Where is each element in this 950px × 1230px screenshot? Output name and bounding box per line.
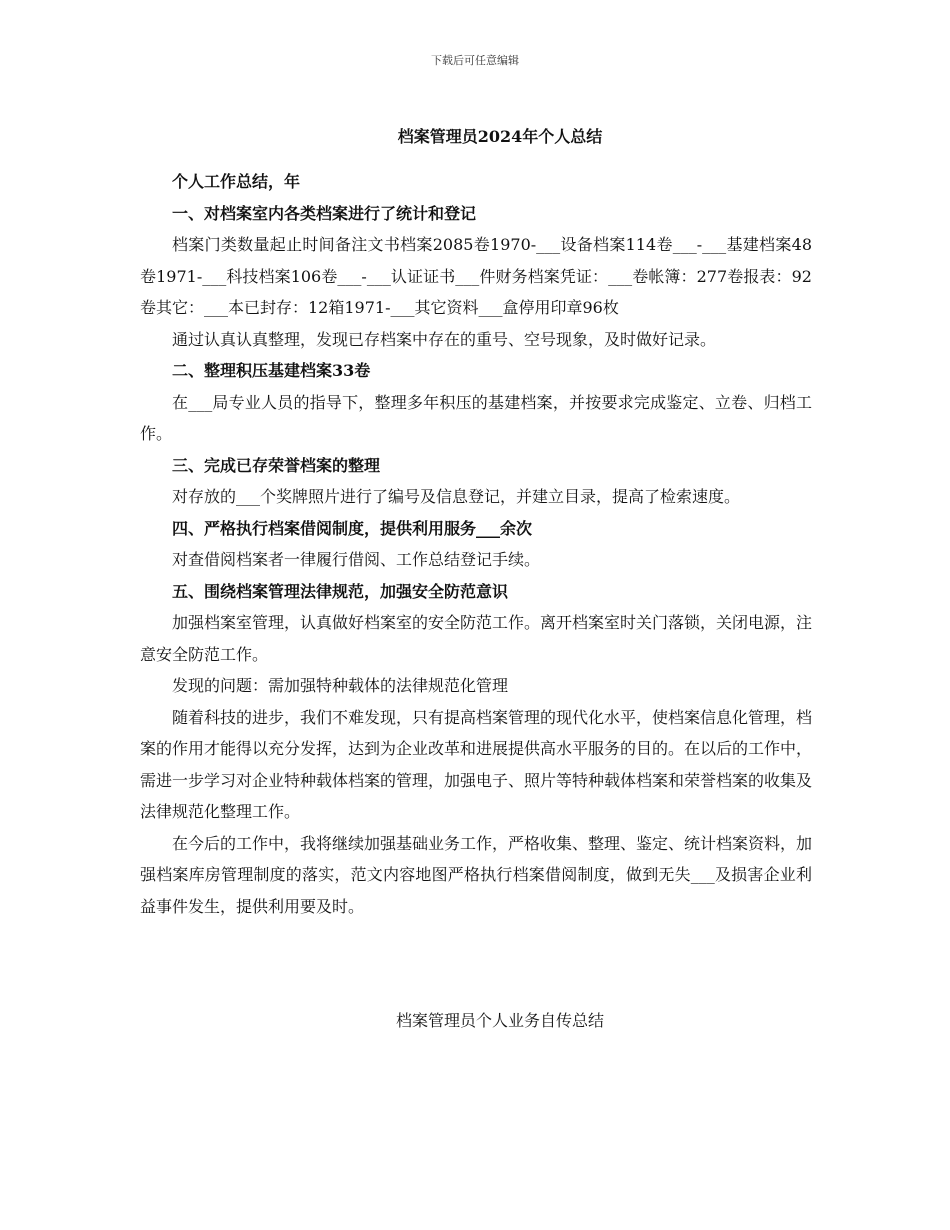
section-heading: 五、围绕档案管理法律规范，加强安全防范意识 bbox=[172, 581, 509, 601]
body-paragraph: 档案门类数量起止时间备注文书档案2085卷1970-___设备档案114卷___-___基建档案48卷1971-___科技档案106卷___-___认证证书___件财务档案凭证：___卷帐簿：277卷报表：92卷其它：___本已封存：12箱1971-___其它资料___盒停用印章96枚 bbox=[140, 235, 812, 317]
section-heading: 一、对档案室内各类档案进行了统计和登记 bbox=[172, 203, 477, 223]
document-body bbox=[140, 166, 812, 922]
section-heading: 三、完成已存荣誉档案的整理 bbox=[172, 455, 381, 475]
document-subtitle: 个人工作总结，年 bbox=[172, 172, 301, 191]
closing-title: 档案管理员个人业务自传总结 bbox=[395, 1011, 604, 1030]
body-paragraph: 随着科技的进步，我们不难发现，只有提高档案管理的现代化水平，使档案信息化管理，档案的作用才能得以充分发挥，达到为企业改革和进展提供高水平服务的目的。在以后的工作中，需进一步学习对企业特种载体档案的管理，加强电子、照片等特种载体档案和荣誉档案的收集及法律规范化整理工作。 bbox=[140, 707, 813, 821]
body-paragraph: 对存放的___个奖牌照片进行了编号及信息登记，并建立目录，提高了检索速度。 bbox=[172, 487, 741, 506]
page-header-note: 下载后可任意编辑 bbox=[431, 54, 519, 67]
body-paragraph: 对查借阅档案者一律履行借阅、工作总结登记手续。 bbox=[172, 550, 541, 569]
document-title: 档案管理员2024年个人总结 bbox=[397, 127, 603, 146]
body-paragraph: 加强档案室管理，认真做好档案室的安全防范工作。离开档案室时关门落锁，关闭电源，注意安全防范工作。 bbox=[140, 613, 813, 664]
body-paragraph: 在___局专业人员的指导下，整理多年积压的基建档案，并按要求完成鉴定、立卷、归档工作。 bbox=[140, 392, 812, 443]
body-paragraph: 在今后的工作中，我将继续加强基础业务工作，严格收集、整理、鉴定、统计档案资料，加强档案库房管理制度的落实，范文内容地图严格执行档案借阅制度，做到无失___及损害企业利益事件发生，提供利用要及时。 bbox=[140, 833, 813, 916]
body-paragraph: 发现的问题：需加强特种载体的法律规范化管理 bbox=[172, 676, 509, 695]
body-paragraph: 通过认真认真整理，发现已存档案中存在的重号、空号现象，及时做好记录。 bbox=[172, 329, 717, 349]
section-heading: 四、严格执行档案借阅制度，提供利用服务___余次 bbox=[172, 518, 533, 538]
section-heading: 二、整理积压基建档案33卷 bbox=[172, 361, 371, 380]
